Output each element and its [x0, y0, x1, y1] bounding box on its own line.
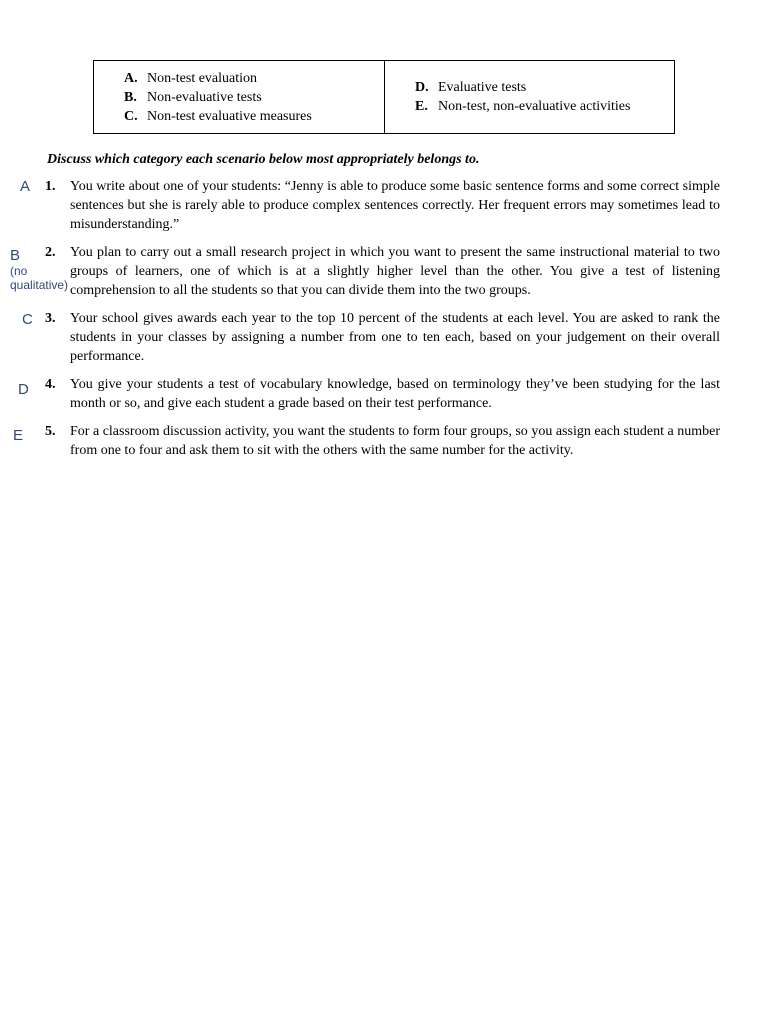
category-c	[124, 107, 384, 126]
category-letter: E.	[415, 99, 428, 114]
scenario-text: You give your students a test of vocabulary knowledge, based on terminology they’ve been studying for the last month or so, and give each student a grade based on their test performance.	[70, 377, 720, 412]
scenario-item	[45, 177, 720, 235]
annotation-d: D	[18, 381, 29, 398]
scenario-number: 3.	[45, 311, 56, 326]
annotation-c: C	[22, 311, 33, 328]
category-column-right	[385, 61, 674, 133]
instruction-heading: Discuss which category each scenario below most appropriately belongs to.	[47, 152, 480, 167]
scenario-number: 2.	[45, 245, 56, 260]
scenario-text: You plan to carry out a small research project in which you want to present the same instructional material to two groups of learners, one of which is at a slightly higher level than the other. You give a test of listening comprehension to all the students so that you can divide them into the two groups.	[70, 245, 720, 299]
annotation-b-note: (no	[10, 264, 28, 278]
category-column-left	[94, 61, 385, 133]
scenario-number: 5.	[45, 424, 56, 439]
scenario-item	[45, 243, 720, 301]
category-b	[124, 88, 384, 107]
category-d	[415, 78, 674, 97]
scenario-item	[45, 309, 720, 367]
scenario-text: Your school gives awards each year to the top 10 percent of the students at each level. You are asked to rank the students in your classes by assigning a number from one to ten each, based on your judgement on their overall performance.	[70, 311, 720, 365]
category-letter: C.	[124, 108, 138, 124]
category-label: Evaluative tests	[438, 80, 527, 95]
scenario-number: 1.	[45, 179, 56, 194]
category-letter: A.	[124, 70, 138, 86]
category-label: Non-test evaluation	[147, 70, 258, 86]
annotation-b-note: qualitative)	[10, 278, 69, 292]
annotation-e: E	[13, 427, 24, 444]
category-letter: D.	[415, 80, 429, 95]
category-a	[124, 69, 384, 88]
category-table	[93, 60, 675, 134]
scenario-item	[45, 422, 720, 460]
scenario-number: 4.	[45, 377, 56, 392]
category-label: Non-evaluative tests	[147, 89, 262, 105]
category-e	[415, 97, 674, 116]
scenario-item	[45, 375, 720, 413]
category-label: Non-test, non-evaluative activities	[438, 99, 631, 114]
annotation-a: A	[20, 178, 31, 195]
category-label: Non-test evaluative measures	[147, 108, 312, 124]
annotation-b: B	[10, 247, 21, 264]
category-letter: B.	[124, 89, 137, 105]
scenario-text: You write about one of your students: “Jenny is able to produce some basic sentence forms and some correct simple sentences but she is rarely able to produce complex sentences correctly. Her frequent errors may sometimes lead to misunderstanding.”	[70, 179, 720, 233]
scenario-text: For a classroom discussion activity, you want the students to form four groups, so you assign each student a number from one to four and ask them to sit with the others with the same number for the activity.	[70, 424, 720, 459]
